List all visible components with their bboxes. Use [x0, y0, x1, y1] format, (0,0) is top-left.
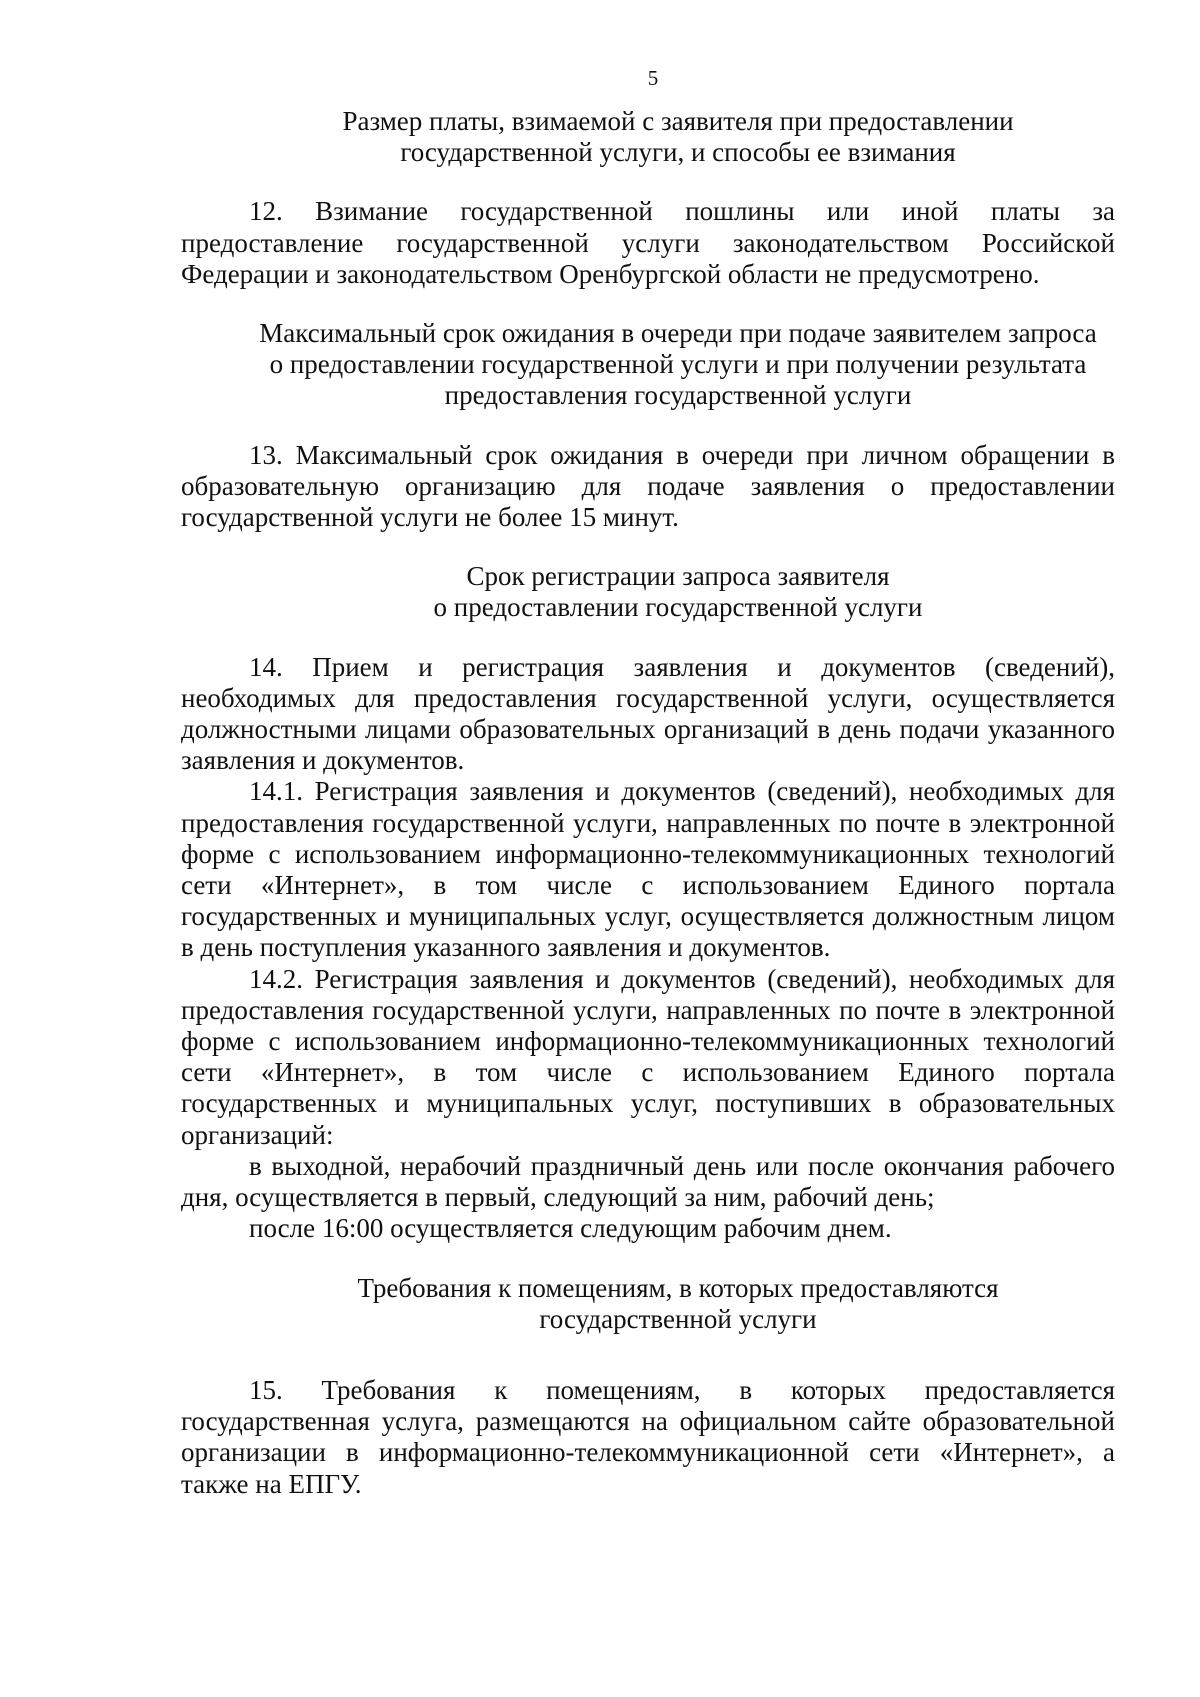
heading-line: Размер платы, взимаемой с заявителя при предоставлении: [342, 106, 1014, 136]
paragraph-14-2-a: в выходной, нерабочий праздничный день или после окончания рабочего дня, осуществляется в первый, следующий за ним, рабочий день;: [181, 1150, 1115, 1213]
heading-line: о предоставлении государственной услуги: [433, 592, 923, 623]
paragraph-14: 14. Прием и регистрация заявления и документов (сведений), необходимых для предоставления государственной услуги, осуществляется должностными лицами образовательных организаций в день подачи указанного заявления и документов.: [181, 651, 1115, 776]
section-heading-queue: [181, 318, 1115, 412]
document-body: [181, 106, 1115, 1500]
page-number: 5: [647, 66, 659, 90]
paragraph-14-2-b: после 16:00 осуществляется следующим рабочим днем.: [249, 1213, 892, 1244]
section-heading-fee: [181, 106, 1115, 168]
paragraph-12: 12. Взимание государственной пошлины или иной платы за предоставление государственной услуги законодательством Российской Федерации и законодательством Оренбургской области не предусмотрено.: [181, 196, 1115, 289]
heading-line: Срок регистрации запроса заявителя: [466, 561, 890, 592]
heading-line: о предоставлении государственной услуги и при получении результата: [269, 349, 1087, 380]
paragraph-14-2: 14.2. Регистрация заявления и документов (сведений), необходимых для предоставления государственной услуги, направленных по почте в электронной форме с использованием информационно-телекоммуникационных технологий сети «Интернет», в том числе с использованием Единого портала государственных и муниципальных услуг, поступивших в образовательных организаций:: [181, 963, 1115, 1150]
paragraph-13: 13. Максимальный срок ожидания в очереди при личном обращении в образовательную организацию для подаче заявления о предоставлении государственной услуги не более 15 минут.: [181, 439, 1115, 533]
heading-line: государственной услуги, и способы ее взимания: [400, 137, 956, 168]
paragraph-14-1: 14.1. Регистрация заявления и документов (сведений), необходимых для предоставления государственной услуги, направленных по почте в электронной форме с использованием информационно-телекоммуникационных технологий сети «Интернет», в том числе с использованием Единого портала государственных и муниципальных услуг, осуществляется должностным лицом в день поступления указанного заявления и документов.: [181, 776, 1115, 963]
heading-line: предоставления государственной услуги: [444, 380, 912, 411]
heading-line: Максимальный срок ожидания в очереди при подаче заявителем запроса: [259, 318, 1097, 349]
section-heading-premises: [181, 1273, 1115, 1335]
heading-line: Требования к помещениям, в которых предоставляются: [357, 1272, 999, 1303]
heading-line: государственной услуги: [539, 1303, 817, 1334]
paragraph-15: 15. Требования к помещениям, в которых предоставляется государственная услуга, размещаются на официальном сайте образовательной организации в информационно-телекоммуникационной сети «Интернет», а также на ЕПГУ.: [181, 1374, 1115, 1499]
section-heading-registration: [181, 561, 1115, 623]
